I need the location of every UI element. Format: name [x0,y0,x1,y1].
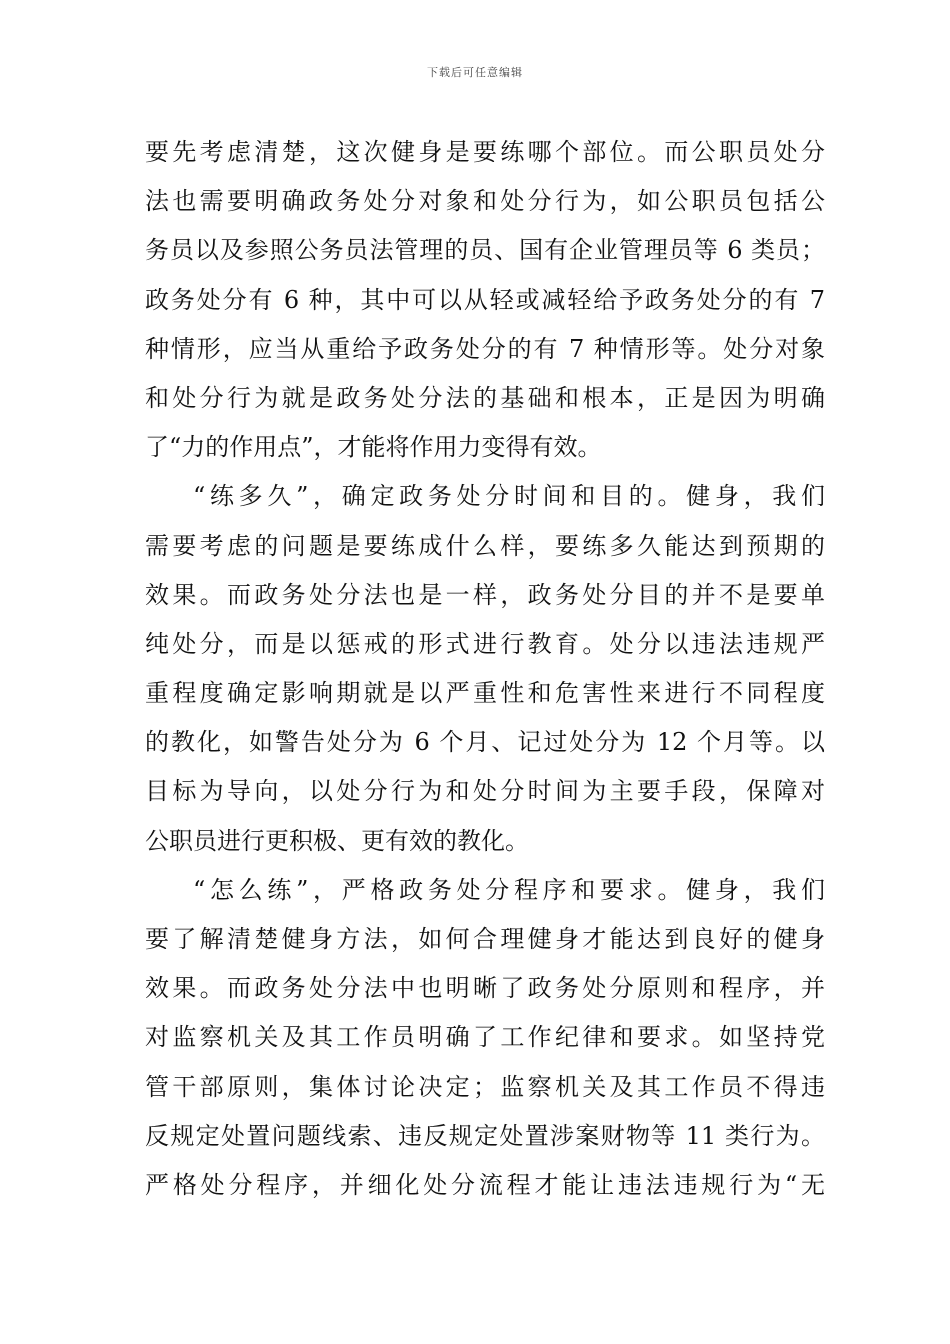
paragraph-3-line-2: 要了解清楚健身方法，如何合理健身才能达到良好的健身 [145,925,825,953]
paragraph-1-line-7: 了“力的作用点”，才能将作用力变得有效。 [145,433,602,462]
paragraph-3-line-4: 对监察机关及其工作员明确了工作纪律和要求。如坚持党 [145,1023,825,1052]
paragraph-2-line-4: 纯处分，而是以惩戒的形式进行教育。处分以违法违规严 [145,629,825,658]
paragraph-1-line-6: 和处分行为就是政务处分法的基础和根本，正是因为明确 [145,383,825,412]
paragraph-1-line-5: 种情形，应当从重给予政务处分的有 7 种情形等。处分对象 [145,334,825,363]
paragraph-3-line-3: 效果。而政务处分法中也明晰了政务处分原则和程序，并 [145,974,825,1003]
paragraph-2-line-2: 需要考虑的问题是要练成什么样，要练多久能达到预期的 [145,531,825,560]
paragraph-2-line-1: “练多久”，确定政务处分时间和目的。健身，我们 [193,482,825,511]
page-header: 下载后可任意编辑 [427,66,523,79]
paragraph-3-line-7: 严格处分程序，并细化处分流程才能让违法违规行为“无 [145,1170,825,1199]
paragraph-2-line-6: 的教化，如警告处分为 6 个月、记过处分为 12 个月等。以 [145,728,825,757]
paragraph-1-line-3: 务员以及参照公务员法管理的员、国有企业管理员等 6 类员； [145,236,825,265]
body-text [145,128,825,1210]
paragraph-2-line-8: 公职员进行更积极、更有效的教化。 [145,826,529,855]
paragraph-2-line-5: 重程度确定影响期就是以严重性和危害性来进行不同程度 [145,679,825,708]
paragraph-2-line-7: 目标为导向，以处分行为和处分时间为主要手段，保障对 [145,777,825,806]
paragraph-1-line-4: 政务处分有 6 种，其中可以从轻或减轻给予政务处分的有 7 [145,285,825,314]
paragraph-1-line-2: 法也需要明确政务处分对象和处分行为，如公职员包括公 [145,187,825,216]
paragraph-3-line-6: 反规定处置问题线索、违反规定处置涉案财物等 11 类行为。 [145,1121,825,1150]
paragraph-3-line-5: 管干部原则，集体讨论决定；监察机关及其工作员不得违 [145,1072,825,1101]
paragraph-2-line-3: 效果。而政务处分法也是一样，政务处分目的并不是要单 [145,580,825,609]
paragraph-1-line-1: 要先考虑清楚，这次健身是要练哪个部位。而公职员处分 [145,138,825,166]
paragraph-3-line-1: “怎么练”，严格政务处分程序和要求。健身，我们 [193,875,825,904]
